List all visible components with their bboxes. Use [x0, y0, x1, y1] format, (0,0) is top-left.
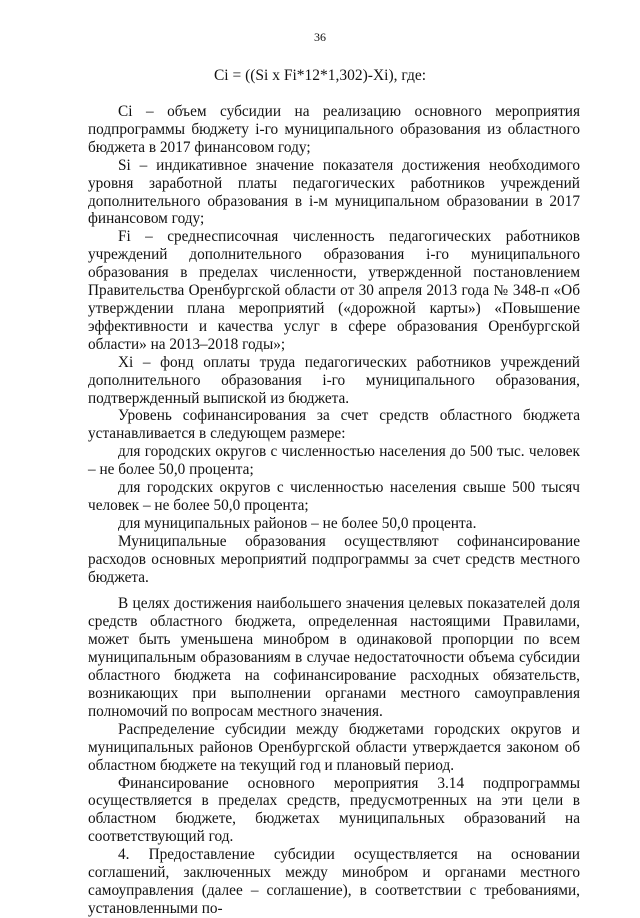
paragraph-xi-definition: Xi – фонд оплаты труда педагогических работников учреждений дополнительного образования i-го муниципального образования, подтвержденный выпиской из бюджета. [88, 353, 580, 407]
paragraph-urban-under-500k: для городских округов с численностью населения до 500 тыс. человек – не более 50,0 процента; [88, 443, 580, 479]
paragraph-distribution: Распределение субсидии между бюджетами городских округов и муниципальных районов Оренбургской области утверждается законом об областном бюджете на текущий год и плановый период. [88, 720, 580, 774]
page-number: 36 [314, 30, 326, 44]
paragraph-local-cofinancing: Муниципальные образования осуществляют софинансирование расходов основных мероприятий подпрограммы за счет средств местного бюджета. [88, 532, 580, 586]
paragraph-financing: Финансирование основного мероприятия 3.14 подпрограммы осуществляется в пределах средств, предусмотренных на эти цели в областном бюджете, бюджетах муниципальных образований на соответствующий год. [88, 774, 580, 846]
paragraph-fi-definition: Fi – среднесписочная численность педагогических работников учреждений дополнительного образования i-го муниципального образования в пределах численности, утвержденной постановлением Правительства Оренбургской области от 30 апреля 2013 года № 348-п «Об утверждении плана мероприятий («дорожной карты») «Повышение эффективности и качества услуг в сфере образования Оренбургской области» на 2013–2018 годы»; [88, 228, 580, 353]
paragraph-cofinancing-level: Уровень софинансирования за счет средств областного бюджета устанавливается в следующем размере: [88, 407, 580, 443]
paragraph-municipal-districts: для муниципальных районов – не более 50,0 процента. [118, 514, 477, 532]
paragraph-si-definition: Si – индикативное значение показателя достижения необходимого уровня заработной платы педагогических работников учреждений дополнительного образования в i-м муниципальном образовании в 2017 финансовом году; [88, 156, 580, 228]
document-body [88, 103, 580, 918]
paragraph-ci-definition: Ci – объем субсидии на реализацию основного мероприятия подпрограммы бюджету i-го муниципального образования из областного бюджета в 2017 финансовом году; [88, 103, 580, 156]
paragraph-share-reduction: В целях достижения наибольшего значения целевых показателей доля средств областного бюджета, определенная настоящими Правилами, может быть уменьшена минобром в одинаковой пропорции по всем муниципальным образованиям в случае недостаточности объема субсидии областного бюджета на софинансирование расходных обязательств, возникающих при выполнении органами местного самоуправления полномочий по вопросам местного значения. [88, 595, 580, 720]
subsidy-formula: Ci = ((Si x Fi*12*1,302)-Xi), где: [213, 67, 427, 84]
paragraph-urban-over-500k: для городских округов с численностью населения свыше 500 тысяч человек – не более 50,0 процента; [88, 479, 580, 514]
paragraph-agreements: 4. Предоставление субсидии осуществляется на основании соглашений, заключенных между минобром и органами местного самоуправления (далее – соглашение), в соответствии с требованиями, установленными по- [88, 846, 580, 917]
